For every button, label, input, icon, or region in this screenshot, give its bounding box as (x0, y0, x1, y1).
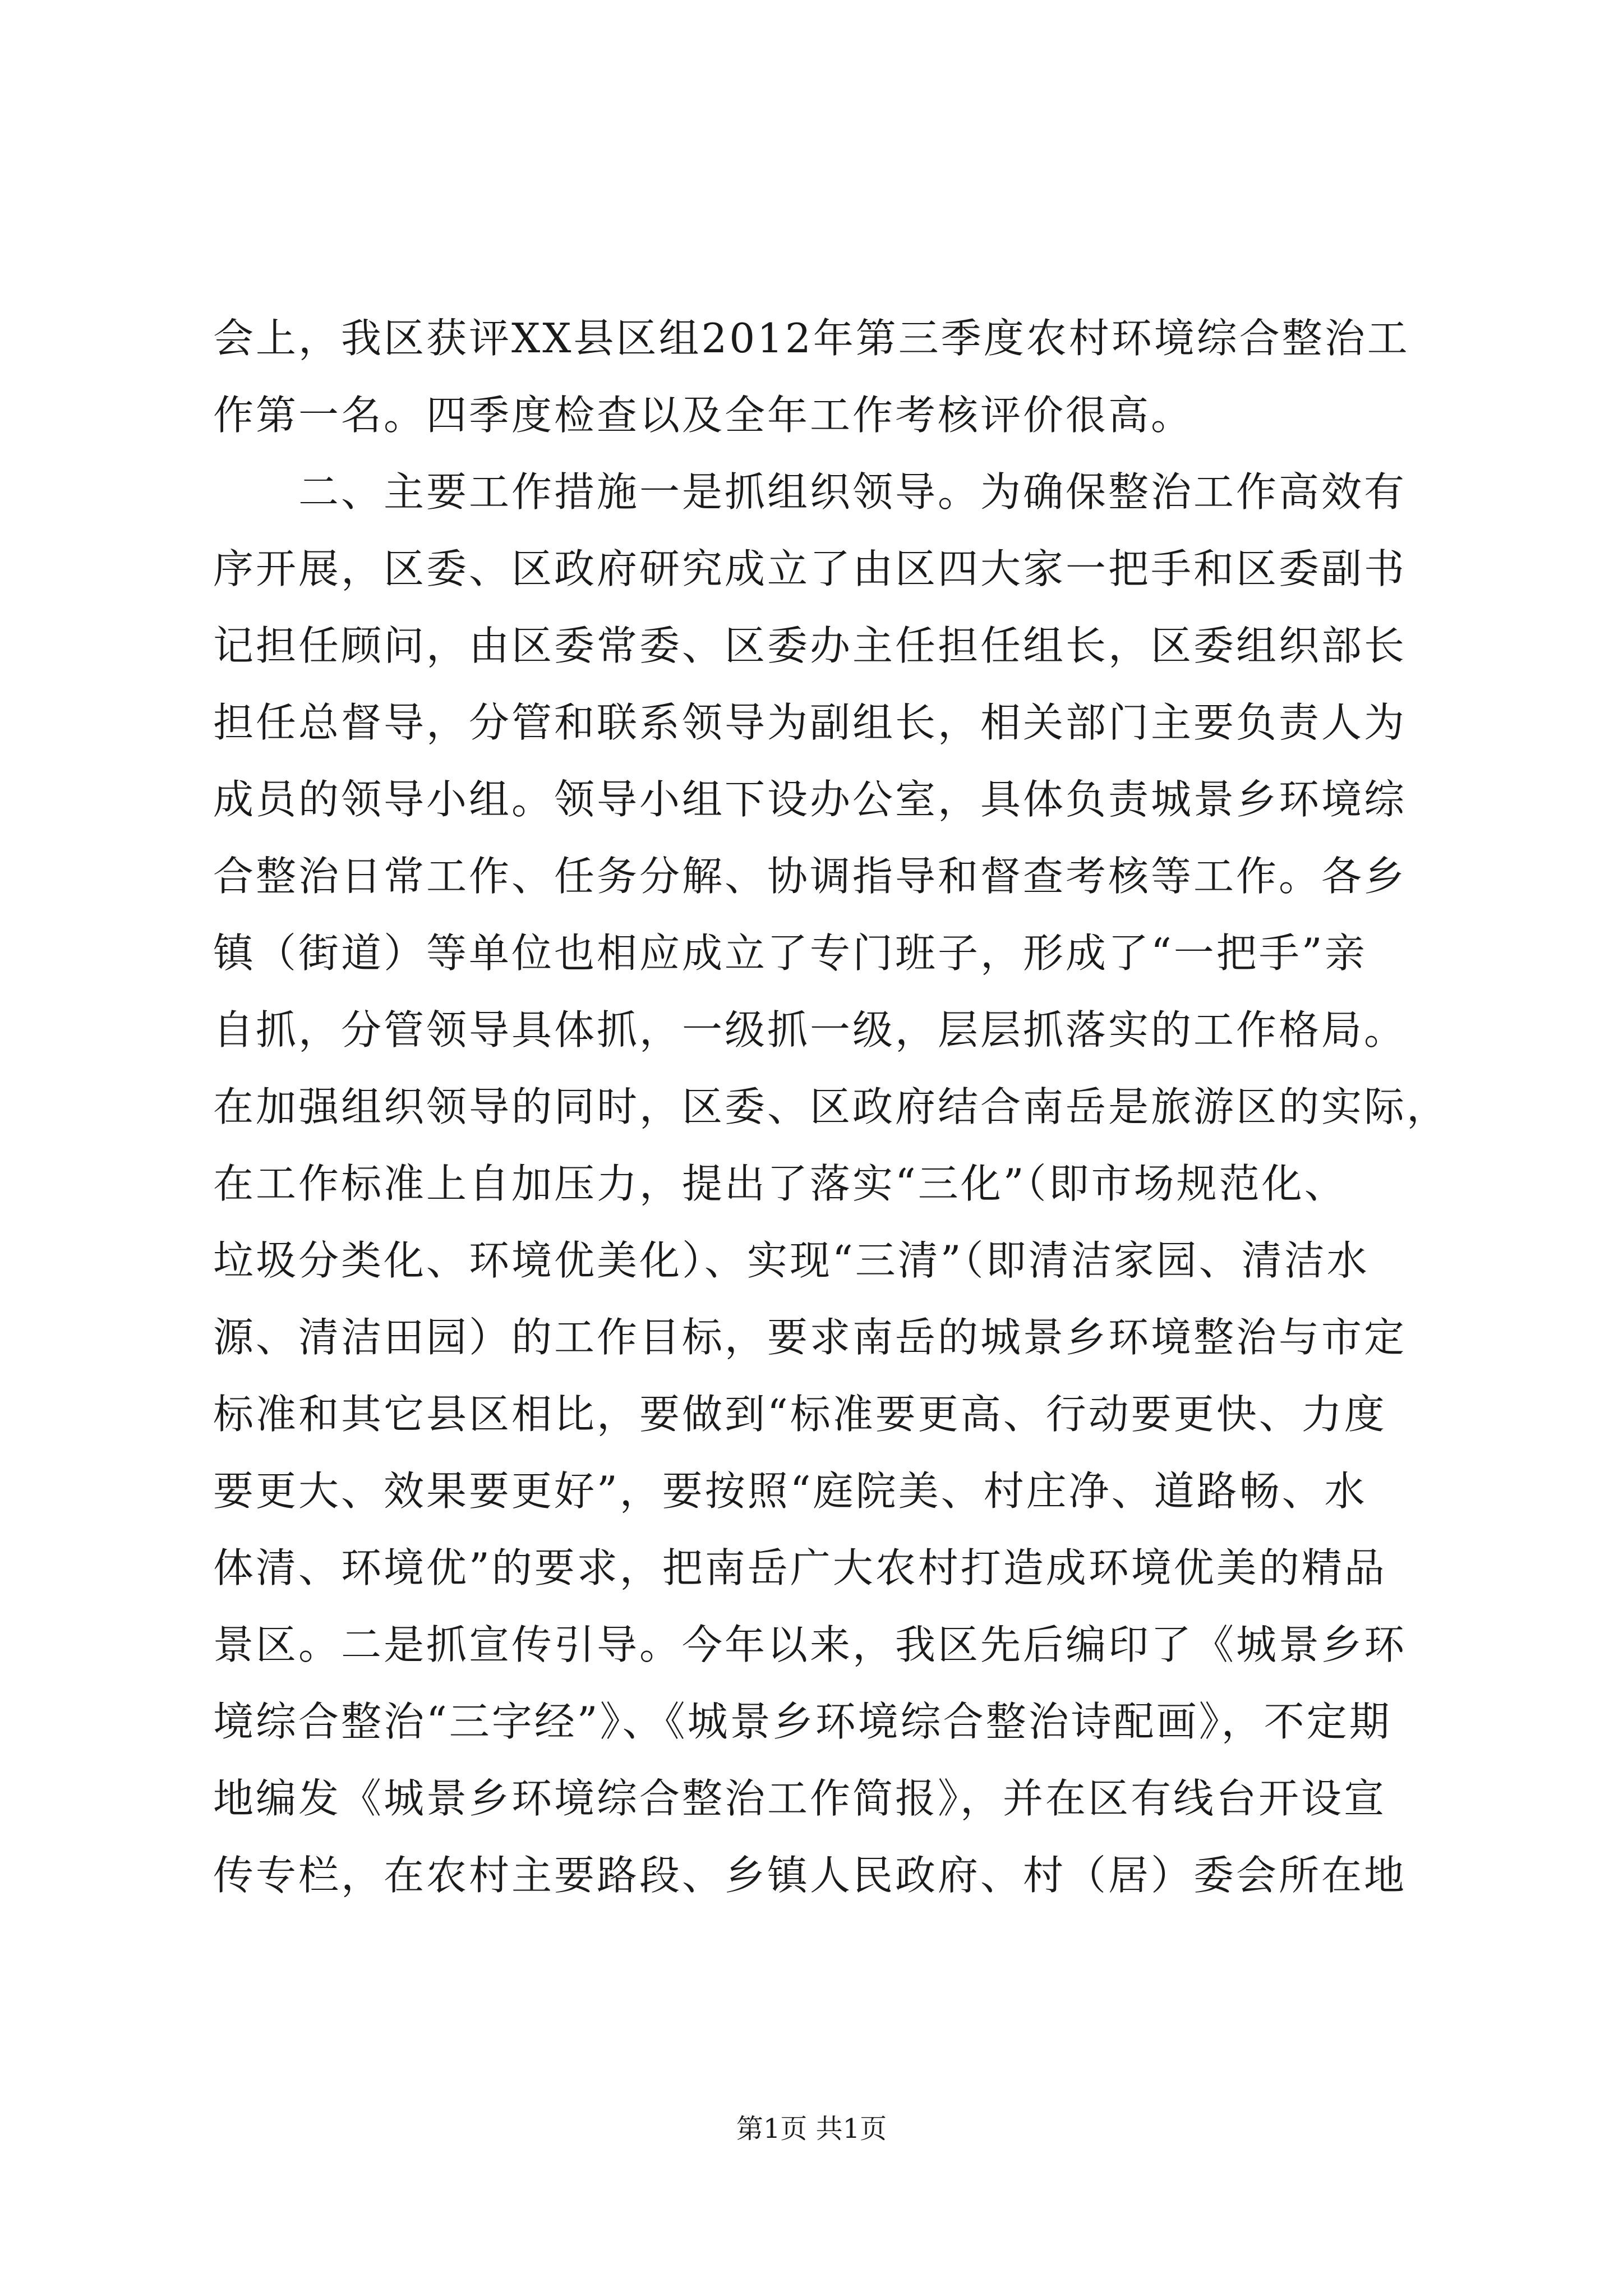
text-line: 源、清洁田园）的工作目标，要求南岳的城景乡环境整治与市定 (213, 1314, 1407, 1361)
text-line: 在工作标准上自加压力，提出了落实“三化”（即市场规范化、 (213, 1160, 1347, 1207)
text-line: 担任总督导，分管和联系领导为副组长，相关部门主要负责人为 (213, 699, 1407, 746)
text-line: 会上，我区获评XX县区组2012年第三季度农村环境综合整治工 (213, 315, 1410, 362)
text-line: 成员的领导小组。领导小组下设办公室，具体负责城景乡环境综 (213, 776, 1407, 823)
text-line: 自抓，分管领导具体抓，一级抓一级，层层抓落实的工作格局。 (213, 1006, 1407, 1053)
text-line: 记担任顾问，由区委常委、区委办主任担任组长，区委组织部长 (213, 622, 1407, 669)
text-line: 在加强组织领导的同时，区委、区政府结合南岳是旅游区的实际， (213, 1083, 1450, 1130)
body-text (213, 300, 1450, 1914)
text-line: 镇（街道）等单位也相应成立了专门班子，形成了“一把手”亲 (213, 930, 1367, 977)
text-line: 景区。二是抓宣传引导。今年以来，我区先后编印了《城景乡环 (213, 1621, 1407, 1668)
text-line: 境综合整治“三字经”》、《城景乡环境综合整治诗配画》，不定期 (213, 1698, 1392, 1745)
page-footer: 第1页 共1页 (736, 2113, 887, 2145)
text-line: 标准和其它县区相比，要做到“标准要更高、行动要更快、力度 (213, 1391, 1387, 1438)
text-line: 垃圾分类化、环境优美化）、实现“三清”（即清洁家园、清洁水 (213, 1237, 1370, 1284)
text-line: 合整治日常工作、任务分解、协调指导和督查考核等工作。各乡 (213, 853, 1407, 900)
text-line: 二、主要工作措施一是抓组织领导。为确保整治工作高效有 (213, 468, 1407, 516)
text-line: 序开展，区委、区政府研究成立了由区四大家一把手和区委副书 (213, 545, 1407, 592)
text-line: 作第一名。四季度检查以及全年工作考核评价很高。 (213, 392, 1194, 439)
text-line: 传专栏，在农村主要路段、乡镇人民政府、村（居）委会所在地 (213, 1852, 1407, 1899)
text-line: 地编发《城景乡环境综合整治工作简报》，并在区有线台开设宣 (213, 1775, 1387, 1822)
text-line: 体清、环境优”的要求，把南岳广大农村打造成环境优美的精品 (213, 1544, 1387, 1591)
text-line: 要更大、效果要更好”，要按照“庭院美、村庄净、道路畅、水 (213, 1467, 1367, 1515)
